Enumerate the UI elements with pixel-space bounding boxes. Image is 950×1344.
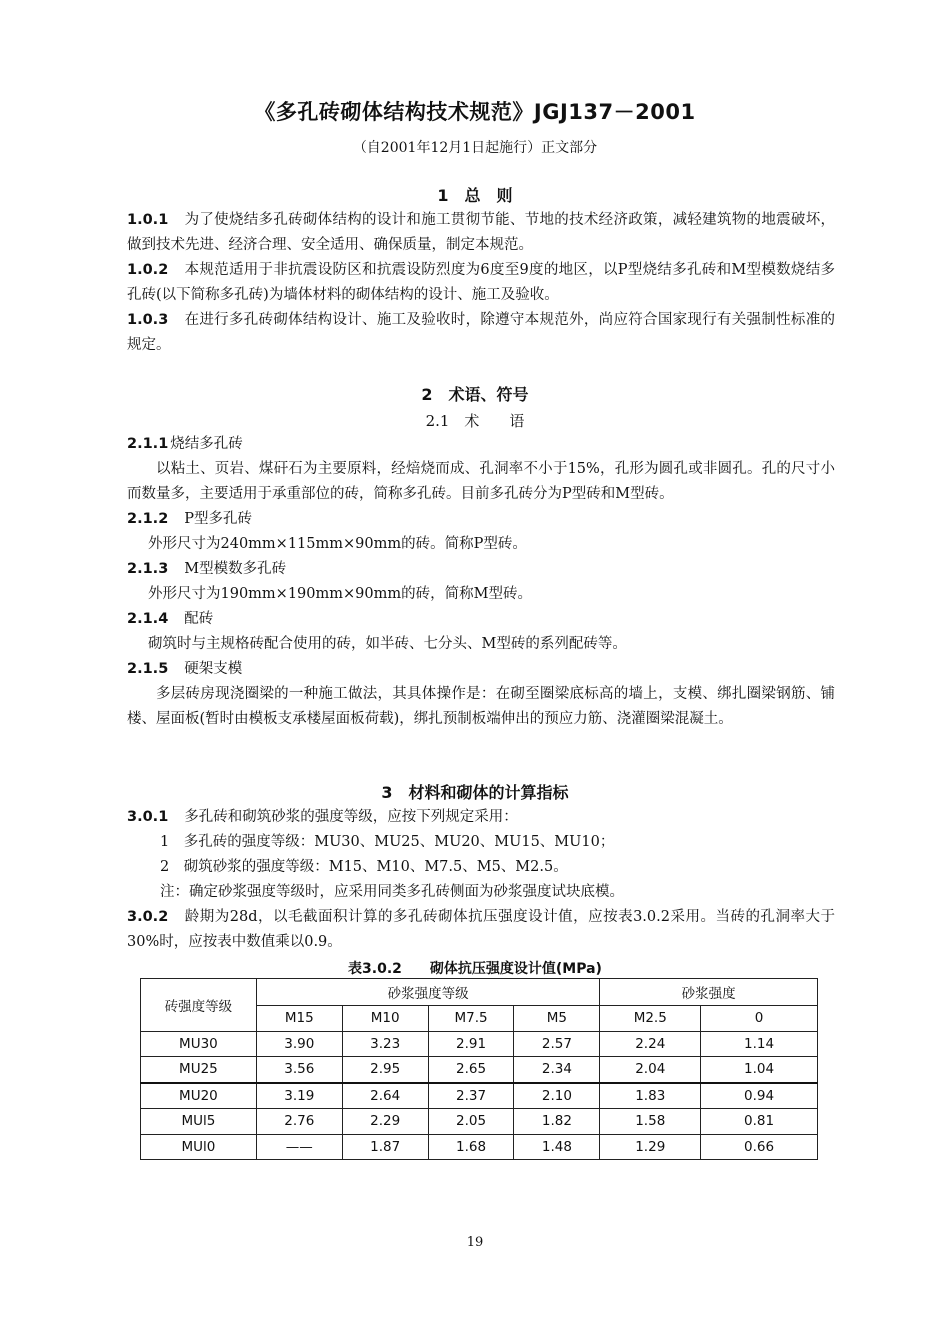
term-2-1-5-text: 多层砖房现浇圈梁的一种施工做法，其具体操作是：在砌至圈梁底标高的墙上，支模、绑扎圈梁钢筋、铺楼、屋面板(暂时由模板支承楼屋面板荷载)，绑扎预制板端伸出的预应力筋、浇灌圈梁混凝土。 [127,686,835,727]
row-grade: MUl0 [141,1134,257,1160]
clause-number: 3.0.1 [127,809,169,825]
clause-number: 1.0.3 [127,312,169,328]
table-cell: 1.87 [342,1134,428,1160]
table-row [141,1134,818,1160]
table-cell: 2.65 [428,1057,514,1083]
col-header: M2.5 [600,1006,701,1032]
term-title: 硬架支模 [184,661,243,677]
col-header: 0 [701,1006,818,1032]
table-cell: 2.95 [342,1057,428,1083]
clause-number: 3.0.2 [127,909,169,925]
table-row [141,1109,818,1135]
clause-text: 在进行多孔砖砌体结构设计、施工及验收时，除遵守本规范外，尚应符合国家现行有关强制性标准的规定。 [127,312,835,353]
table-row [141,1031,818,1057]
clause-3-0-1 [127,805,835,830]
clause-number: 1.0.1 [127,212,169,228]
term-2-1-2 [127,507,835,532]
table-cell: 3.19 [256,1083,342,1109]
clause-1-0-1 [127,208,835,258]
section-2-heading: 2 术语、符号 [421,385,529,404]
clause-text: 本规范适用于非抗震设防区和抗震设防烈度为6度至9度的地区，以P型烧结多孔砖和M型模数烧结多孔砖(以下简称多孔砖)为墙体材料的砌体结构的设计、施工及验收。 [127,262,835,303]
section-2-1-heading: 2.1 术 语 [425,412,525,430]
table-cell: 1.14 [701,1031,818,1057]
table-cell: —— [256,1134,342,1160]
clause-number: 2.1.2 [127,511,169,527]
table-cell: 2.04 [600,1057,701,1083]
term-2-1-4 [127,607,835,632]
clause-number: 2.1.3 [127,561,169,577]
col-header: M10 [342,1006,428,1032]
header-mortar-grade: 砂浆强度等级 [256,979,600,1006]
row-grade: MU30 [141,1031,257,1057]
row-grade: MU25 [141,1057,257,1083]
table-cell: 2.37 [428,1083,514,1109]
note-text: 注：确定砂浆强度等级时，应采用同类多孔砖侧面为砂浆强度试块底模。 [160,884,624,900]
table-cell: 1.82 [514,1109,600,1135]
document-title: 《多孔砖砌体结构技术规范》JGJ137－2001 [254,100,696,124]
term-2-1-1 [127,432,835,457]
table-cell: 3.56 [256,1057,342,1083]
clause-3-0-2 [127,905,835,955]
table-cell: 2.76 [256,1109,342,1135]
col-header: M5 [514,1006,600,1032]
term-2-1-3 [127,557,835,582]
table-cell: 2.91 [428,1031,514,1057]
table-cell: 0.81 [701,1109,818,1135]
table-cell: 1.48 [514,1134,600,1160]
term-2-1-2-text: 外形尺寸为240mm×115mm×90mm的砖。简称P型砖。 [148,536,527,552]
header-brick-grade: 砖强度等级 [141,979,257,1032]
clause-number: 2.1.4 [127,611,169,627]
row-grade: MU20 [141,1083,257,1109]
page-number: 19 [466,1235,484,1250]
table-cell: 1.68 [428,1134,514,1160]
term-2-1-5 [127,657,835,682]
clause-text: 为了使烧结多孔砖砌体结构的设计和施工贯彻节能、节地的技术经济政策，减轻建筑物的地震破坏，做到技术先进、经济合理、安全适用、确保质量，制定本规范。 [127,212,835,253]
clause-number: 2.1.1 [127,436,169,452]
table-cell: 1.29 [600,1134,701,1160]
clause-1-0-3 [127,308,835,358]
term-title: M型模数多孔砖 [184,561,287,577]
document-subtitle: （自2001年12月1日起施行）正文部分 [352,140,598,156]
table-row [141,1083,818,1109]
table-cell: 1.83 [600,1083,701,1109]
table-cell: 2.29 [342,1109,428,1135]
term-2-1-4-text: 砌筑时与主规格砖配合使用的砖，如半砖、七分头、M型砖的系列配砖等。 [148,636,627,652]
clause-number: 2.1.5 [127,661,169,677]
table-row [141,1057,818,1083]
table-cell: 2.57 [514,1031,600,1057]
list-item-mortar-grades: 2 砌筑砂浆的强度等级：M15、M10、M7.5、M5、M2.5。 [160,859,568,875]
table-cell: 3.90 [256,1031,342,1057]
clause-text: 龄期为28d，以毛截面积计算的多孔砖砌体抗压强度设计值，应按表3.0.2采用。当砖的孔洞率大于30%时，应按表中数值乘以0.9。 [127,909,835,950]
clause-1-0-2 [127,258,835,308]
table-cell: 0.94 [701,1083,818,1109]
section-1-heading: 1 总 则 [437,186,513,205]
row-grade: MUl5 [141,1109,257,1135]
term-title: 烧结多孔砖 [170,436,243,452]
term-title: P型多孔砖 [184,511,253,527]
term-2-1-1-text: 以粘土、页岩、煤矸石为主要原料，经焙烧而成、孔洞率不小于15%，孔形为圆孔或非圆孔。孔的尺寸小而数量多，主要适用于承重部位的砖，简称多孔砖。目前多孔砖分为P型砖和M型砖。 [127,461,835,502]
term-2-1-3-text: 外形尺寸为190mm×190mm×90mm的砖，简称M型砖。 [148,586,532,602]
table-cell: 2.64 [342,1083,428,1109]
table-cell: 1.04 [701,1057,818,1083]
table-cell: 2.34 [514,1057,600,1083]
table-cell: 0.66 [701,1134,818,1160]
col-header: M15 [256,1006,342,1032]
col-header: M7.5 [428,1006,514,1032]
table-cell: 3.23 [342,1031,428,1057]
term-title: 配砖 [184,611,214,627]
table-caption: 表3.0.2 砌体抗压强度设计值(MPa) [348,961,602,977]
strength-table [140,978,818,1160]
table-cell: 2.10 [514,1083,600,1109]
table-cell: 2.05 [428,1109,514,1135]
clause-number: 1.0.2 [127,262,169,278]
clause-text: 多孔砖和砌筑砂浆的强度等级，应按下列规定采用： [184,809,518,825]
section-3-heading: 3 材料和砌体的计算指标 [381,783,569,802]
table-cell: 1.58 [600,1109,701,1135]
table-cell: 2.24 [600,1031,701,1057]
header-mortar-strength: 砂浆强度 [600,979,818,1006]
list-item-brick-grades: 1 多孔砖的强度等级：MU30、MU25、MU20、MU15、MU10； [160,834,615,850]
